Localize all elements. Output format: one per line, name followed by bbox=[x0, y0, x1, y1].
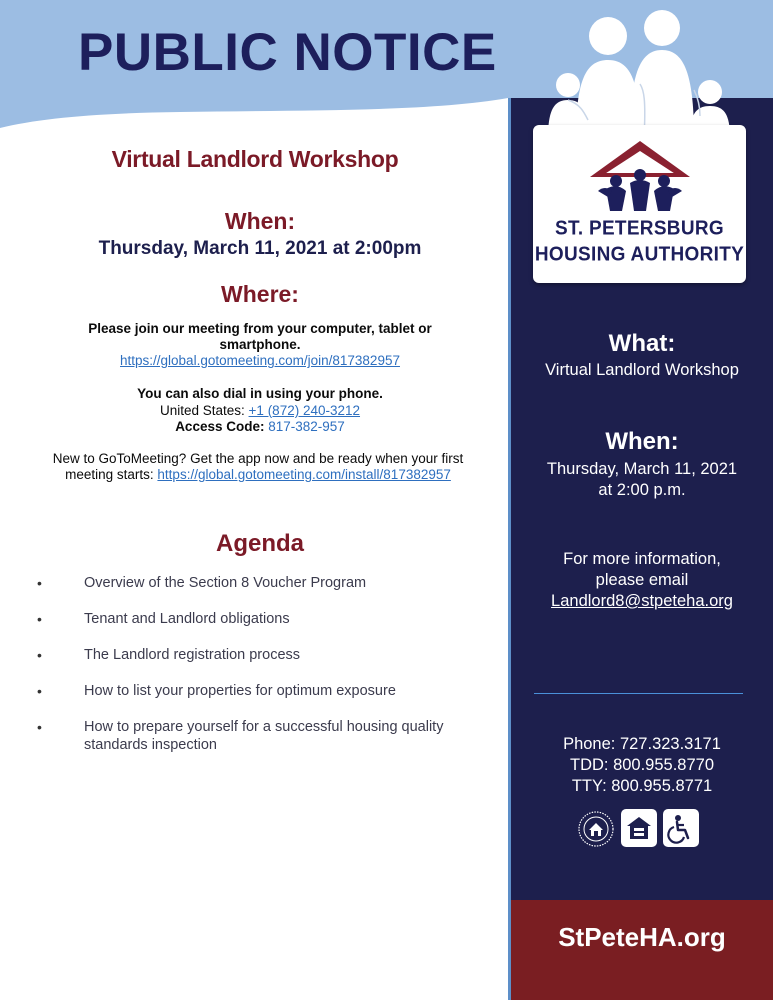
agenda-item-text: The Landlord registration process bbox=[84, 647, 301, 663]
agenda-item bbox=[35, 574, 465, 592]
sidebar-what-heading: What: bbox=[608, 330, 676, 357]
phone-number: Phone: 727.323.3171 bbox=[563, 735, 721, 753]
sidebar-contact-info bbox=[511, 549, 773, 612]
dial-in-instructions: You can also dial in using your phone. bbox=[137, 386, 383, 401]
bullet-icon: • bbox=[37, 683, 42, 699]
info-line-1: For more information, bbox=[563, 550, 721, 568]
sidebar-divider bbox=[534, 693, 743, 694]
sidebar-what-value: Virtual Landlord Workshop bbox=[545, 361, 739, 379]
sidebar-phone-block bbox=[511, 734, 773, 797]
sidebar-when-date: Thursday, March 11, 2021 bbox=[546, 460, 738, 478]
agenda-item-text: Tenant and Landlord obligations bbox=[84, 611, 290, 627]
tty-number: TTY: 800.955.8771 bbox=[571, 777, 713, 795]
agenda-item bbox=[35, 610, 465, 628]
bullet-icon: • bbox=[37, 575, 42, 591]
sidebar-when-heading: When: bbox=[605, 428, 679, 455]
agenda-item-text: How to list your properties for optimum exposure bbox=[84, 683, 396, 699]
event-title: Virtual Landlord Workshop bbox=[111, 146, 399, 172]
compliance-icons bbox=[577, 809, 707, 851]
accessibility-icon bbox=[663, 809, 699, 847]
gotomeeting-install-note bbox=[38, 451, 478, 483]
join-instructions: Please join our meeting from your computer, tablet or smartphone. bbox=[88, 321, 432, 352]
info-line-2: please email bbox=[595, 571, 689, 589]
bullet-icon: • bbox=[37, 647, 42, 663]
equal-housing-icon bbox=[621, 809, 657, 847]
hud-seal-icon bbox=[577, 810, 615, 848]
install-note-text: New to GoToMeeting? Get the app now and be ready when your first meeting starts: bbox=[52, 451, 464, 482]
agenda-item bbox=[35, 718, 465, 754]
sidebar-when-value bbox=[511, 459, 773, 501]
logo-text-line-2: HOUSING AUTHORITY bbox=[534, 243, 745, 266]
agenda-item bbox=[35, 682, 465, 700]
agenda-item-text: Overview of the Section 8 Voucher Program bbox=[84, 575, 367, 591]
access-code-line bbox=[20, 419, 500, 434]
logo-text-line-1: ST. PETERSBURG bbox=[555, 217, 724, 240]
contact-email-link[interactable]: Landlord8@stpeteha.org bbox=[551, 592, 733, 610]
agenda-heading: Agenda bbox=[215, 530, 304, 557]
install-app-link[interactable]: https://global.gotomeeting.com/install/817382957 bbox=[157, 467, 451, 482]
agenda-item-text: How to prepare yourself for a successful housing quality standards inspection bbox=[84, 719, 444, 753]
event-datetime: Thursday, March 11, 2021 at 2:00pm bbox=[98, 238, 422, 259]
sidebar-when-time: at 2:00 p.m. bbox=[598, 481, 686, 499]
dial-in-phone-line bbox=[20, 403, 500, 418]
when-heading: When: bbox=[224, 208, 296, 234]
page-title: PUBLIC NOTICE bbox=[78, 23, 497, 82]
logo-card bbox=[533, 125, 746, 283]
bullet-icon: • bbox=[37, 611, 42, 627]
phone-prefix: United States: bbox=[159, 403, 249, 418]
join-meeting-link[interactable]: https://global.gotomeeting.com/join/817382957 bbox=[120, 353, 400, 368]
access-code-value: 817-382-957 bbox=[268, 419, 345, 434]
family-silhouette-image bbox=[540, 0, 740, 138]
dial-in-phone-link[interactable]: +1 (872) 240-3212 bbox=[248, 403, 361, 418]
bullet-icon: • bbox=[37, 719, 42, 735]
agenda-item bbox=[35, 646, 465, 664]
access-code-label: Access Code: bbox=[175, 419, 269, 434]
website-link[interactable]: StPeteHA.org bbox=[558, 922, 726, 952]
where-heading: Where: bbox=[221, 281, 299, 307]
tdd-number: TDD: 800.955.8770 bbox=[569, 756, 714, 774]
agenda-list bbox=[35, 574, 465, 772]
housing-authority-logo-icon bbox=[586, 137, 694, 217]
